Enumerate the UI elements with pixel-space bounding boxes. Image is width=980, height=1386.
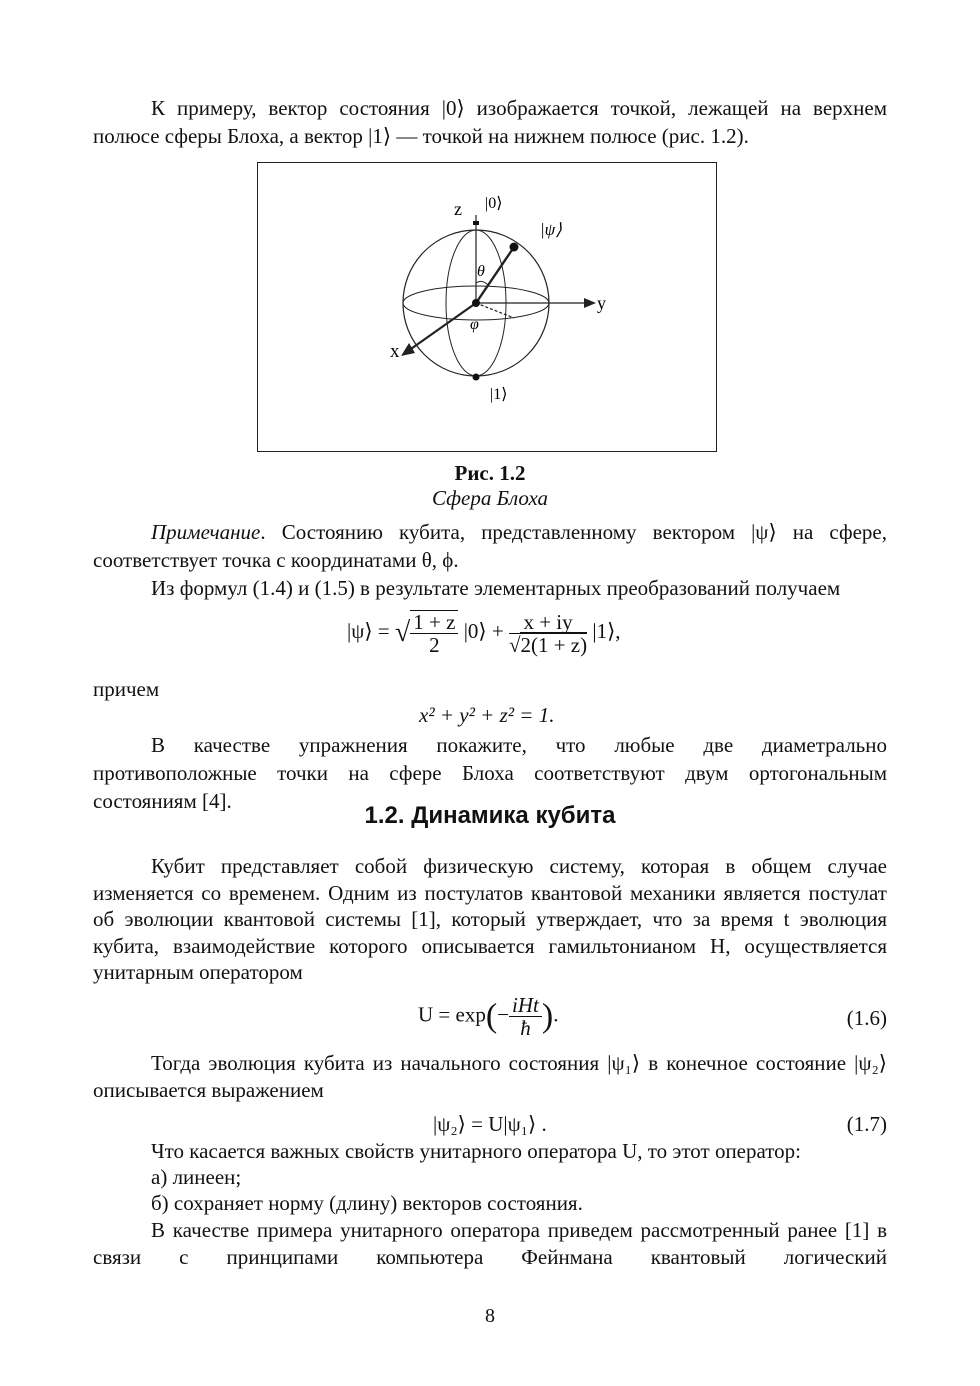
- phi-label: φ: [470, 316, 479, 333]
- ket0-label: |0⟩: [485, 195, 503, 212]
- equation-psi: |ψ⟩ = √ $\frac{1 + z}{2}$ |0⟩ + $\frac{x + iy}{√2(1 + z)}$ |1⟩,: [347, 609, 621, 657]
- south-pole-point: [473, 374, 480, 381]
- y-axis-arrow: [584, 298, 596, 308]
- page-number: 8: [485, 1305, 495, 1327]
- exercise-paragraph: В качестве упражнения покажите, что любые две диаметрально противоположные точки на сфере Блоха соответствуют двум ортогональным состояниям [4].: [93, 733, 887, 813]
- equation-1-6: U = exp(− $\frac{\text{iHt}}{ħ}$ ).: [418, 993, 559, 1040]
- theta-label: θ: [477, 263, 485, 280]
- eq-psi-ket0: |0⟩ +: [463, 618, 504, 643]
- eq16-lhs: U = exp: [418, 1002, 486, 1027]
- north-pole-mark: [473, 221, 479, 225]
- eq-psi-lhs: |ψ⟩ =: [347, 618, 390, 643]
- x-axis: [408, 303, 476, 351]
- x-label: x: [390, 341, 400, 362]
- section-title: 1.2. Динамика кубита: [364, 802, 616, 829]
- word-prichem: причем: [93, 677, 160, 701]
- evolution-paragraph: Тогда эволюция кубита из начального состояния |ψ₁⟩ в конечное состояние |ψ₂⟩ описывается выражением: [93, 1051, 887, 1102]
- list-item-b: б) сохраняет норму (длину) векторов состояния.: [151, 1191, 583, 1215]
- theta-arc: [476, 281, 488, 285]
- dynamics-paragraph: Кубит представляет собой физическую систему, которая в общем случае изменяется со временем. Одним из постулатов квантовой механики является постулат об эволюции квантовой системы [1], который утверждает, что за время t эволюция кубита, взаимодействие которого описывается гамильтонианом H, осуществляется унитарным оператором: [93, 854, 887, 984]
- eq-psi-den2: 2(1 + z): [520, 632, 588, 657]
- bloch-sphere-diagram: [258, 163, 718, 453]
- bloch-sphere-figure: [257, 162, 717, 452]
- eq-psi-ket1: |1⟩,: [592, 618, 621, 643]
- psi-point: [510, 243, 519, 252]
- ket1-label: |1⟩: [490, 386, 508, 403]
- eq16-den: ħ: [520, 1016, 531, 1040]
- x-axis-arrow: [401, 343, 415, 356]
- phi-projection: [476, 303, 514, 318]
- note-label: Примечание: [151, 520, 261, 544]
- last-paragraph: В качестве примера унитарного оператора приведем рассмотренный ранее [1] в связи с принципами компьютера Фейнмана квантовый логический: [93, 1218, 887, 1269]
- paragraph-intro: К примеру, вектор состояния |0⟩ изображается точкой, лежащей на верхнем полюсе сферы Блоха, а вектор |1⟩ — точкой на нижнем полюсе (рис. 1.2).: [93, 96, 887, 148]
- psi-label: |ψ⟩: [540, 220, 562, 239]
- eq-psi-num1: 1 + z: [410, 611, 458, 634]
- z-label: z: [454, 199, 462, 219]
- formulas-paragraph: Из формул (1.4) и (1.5) в результате элементарных преобразований получаем: [151, 576, 841, 600]
- y-label: y: [597, 293, 606, 313]
- eq16-num: iHt: [509, 994, 542, 1017]
- origin-point: [472, 299, 480, 307]
- note-text: . Состоянию кубита, представленному вектором |ψ⟩ на сфере, соответствует точка с координатами θ, ϕ.: [93, 520, 887, 572]
- equation-number-1-6: (1.6): [846, 1006, 887, 1030]
- eq-psi-den1: 2: [429, 633, 440, 657]
- equation-1-7: |ψ₂⟩ = U|ψ₁⟩ .: [433, 1112, 547, 1136]
- list-item-a: а) линеен;: [151, 1165, 242, 1189]
- figure-caption-subtitle: Сфера Блоха: [431, 486, 549, 510]
- figure-caption-title: Рис. 1.2: [454, 461, 526, 485]
- equation-number-1-7: (1.7): [846, 1112, 887, 1136]
- props-paragraph: Что касается важных свойств унитарного оператора U, то этот оператор:: [151, 1139, 802, 1163]
- note-paragraph: [93, 518, 887, 574]
- eq-psi-num2: x + iy: [509, 611, 587, 634]
- equation-norm: x² + y² + z² = 1.: [419, 703, 555, 727]
